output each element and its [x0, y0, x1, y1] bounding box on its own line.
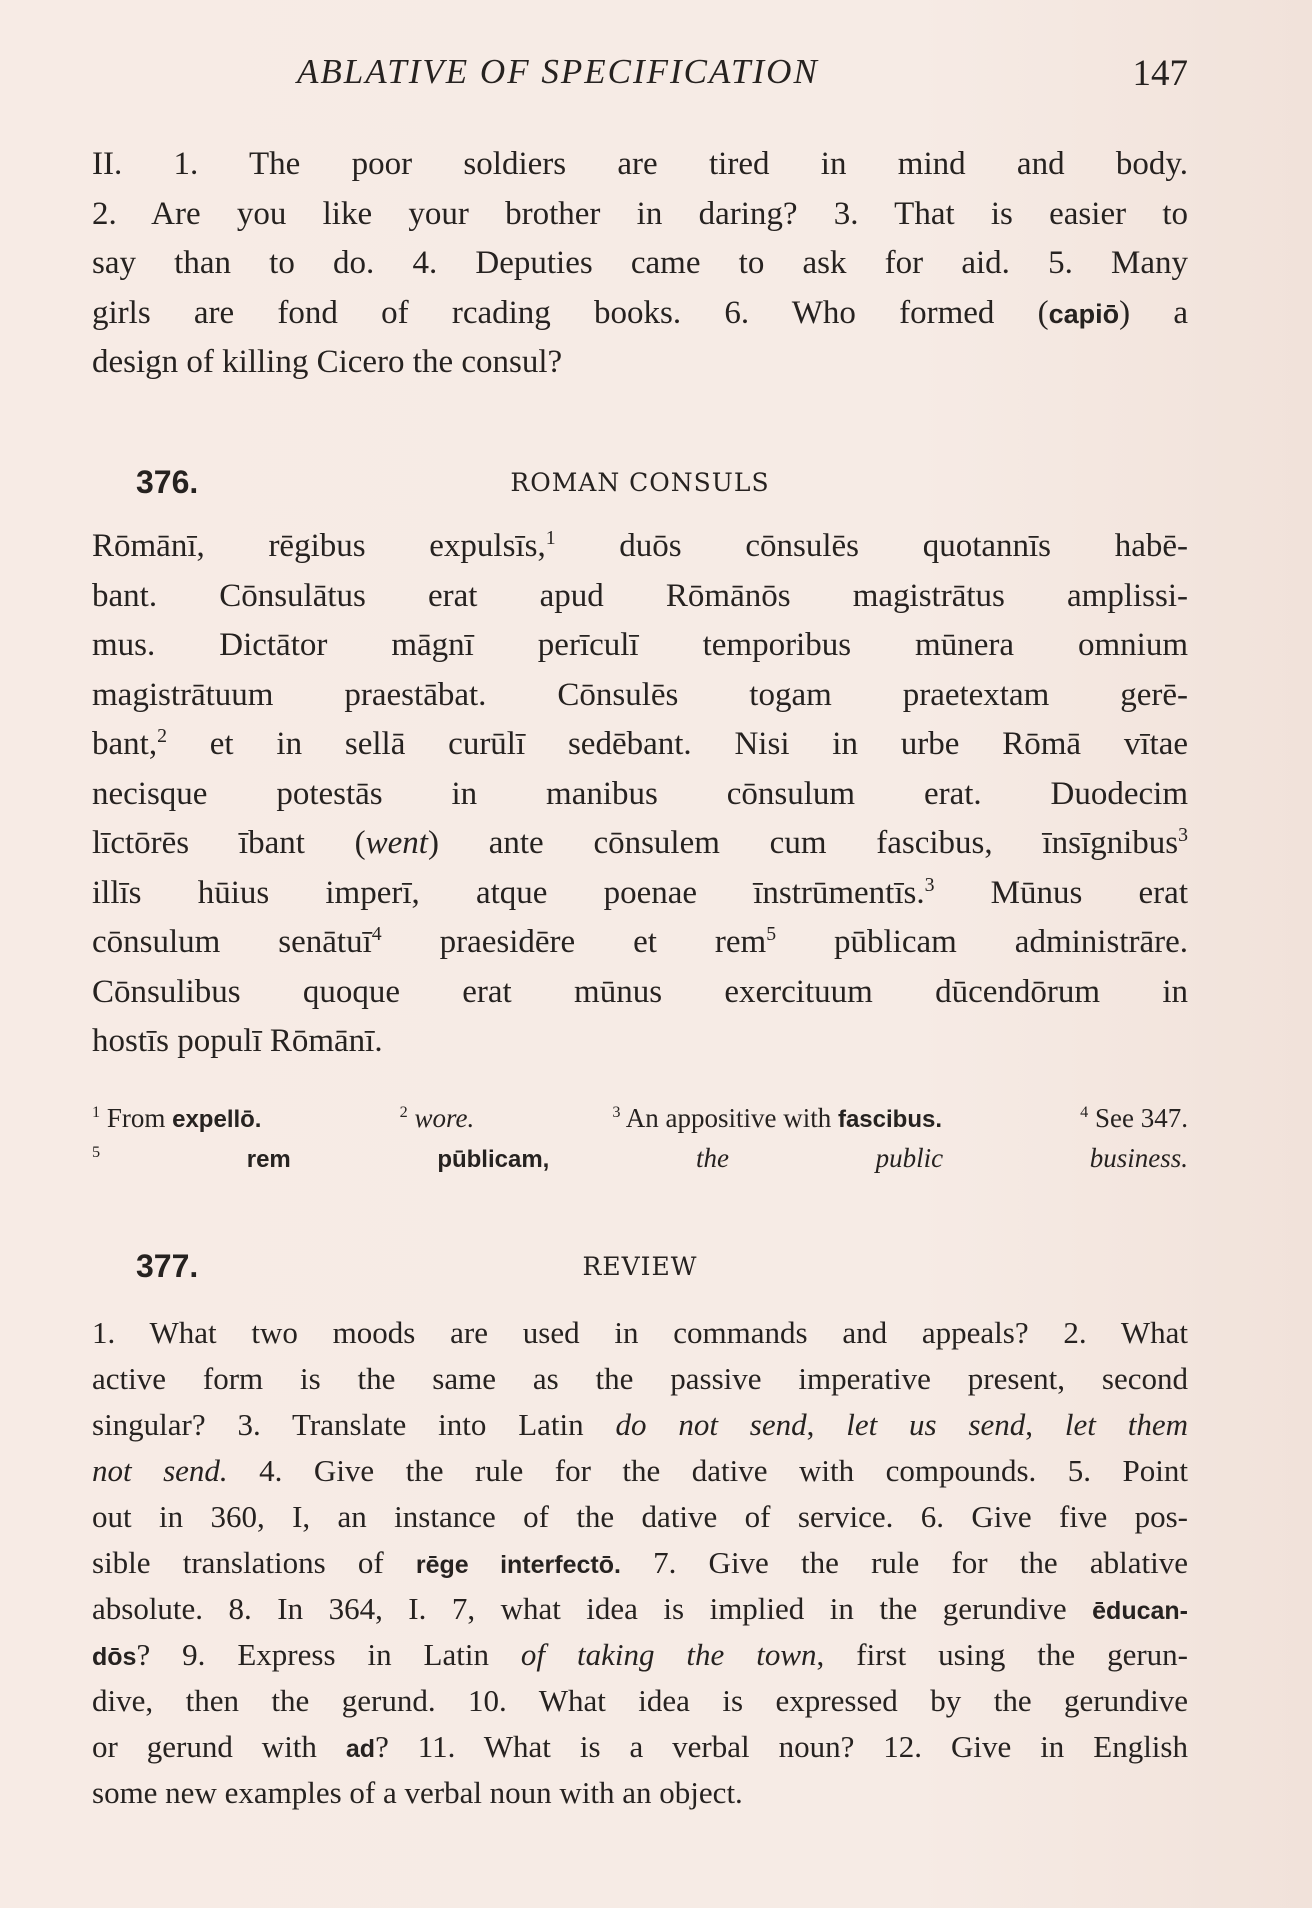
latin-line [92, 819, 1188, 869]
latin-text: bant, [92, 726, 158, 762]
footnote-ref: 3 [1178, 824, 1188, 846]
exercise-line [92, 289, 1188, 339]
latin-line [92, 869, 1188, 919]
footnote-ref: 4 [371, 923, 382, 945]
latin-word: expellō. [172, 1106, 262, 1133]
section-377-questions [92, 1310, 1188, 1816]
footnote-text: From [106, 1103, 166, 1133]
review-text: absolute. 8. In 364, I. 7, what idea is implied in the gerundive [92, 1591, 1093, 1626]
footnote-number: 3 [612, 1103, 621, 1121]
footnotes [92, 1098, 1188, 1178]
footnote-ref: 3 [924, 873, 935, 896]
exercise-text: girls are fond of rcading books. 6. Who formed ( [92, 294, 1049, 331]
review-line [92, 1724, 1188, 1770]
review-text: sible translations of [92, 1545, 416, 1580]
latin-text: līctōrēs ībant ( [92, 825, 366, 861]
review-text: ? 9. Express in Latin [136, 1637, 521, 1672]
footnote-ref: 2 [157, 725, 167, 747]
section-376-heading [92, 456, 1188, 512]
exercise-ii [92, 140, 1188, 388]
exercise-text: ) a [1119, 294, 1189, 331]
latin-text: duōs cōnsulēs quotannīs habē- [555, 528, 1188, 564]
latin-word: fascibus. [837, 1106, 942, 1133]
review-italic: let them [1064, 1407, 1189, 1442]
latin-line: bant. Cōnsulātus erat apud Rōmānōs magistrātus amplissi- [92, 577, 1188, 614]
review-italic: do not send [615, 1407, 807, 1442]
section-377-heading [92, 1240, 1188, 1296]
review-text: 4. Give the rule for the dative with compounds. 5. Point [227, 1453, 1188, 1488]
latin-word: rem pūblicam, [246, 1146, 550, 1173]
latin-line [92, 522, 1188, 572]
latin-line: Cōnsulibus quoque erat mūnus exercituum dūcendōrum in [92, 973, 1188, 1010]
latin-line: magistrātuum praestābat. Cōnsulēs togam praetextam gerē- [92, 676, 1188, 713]
review-line: active form is the same as the passive imperative present, second [92, 1361, 1188, 1396]
exercise-line: design of killing Cicero the consul? [92, 344, 563, 380]
footnote-ref: 5 [766, 923, 777, 945]
latin-word: capiō [1048, 298, 1120, 329]
footnote-2 [400, 1098, 475, 1138]
footnote-number: 4 [1080, 1103, 1089, 1121]
section-number: 376. [136, 464, 199, 500]
review-text: 7. Give the rule for the ablative [620, 1545, 1188, 1580]
review-italic: not send. [92, 1453, 228, 1488]
page-number: 147 [1132, 53, 1188, 94]
latin-line: mus. Dictātor māgnī perīculī temporibus mūnera omnium [92, 627, 1188, 663]
latin-text: Mūnus erat [934, 874, 1188, 911]
review-line: 1. What two moods are used in commands and appeals? 2. What [92, 1315, 1188, 1350]
latin-word: ad [345, 1735, 376, 1763]
footnote-number: 1 [92, 1103, 101, 1121]
review-line: out in 360, I, an instance of the dative of service. 6. Give five pos- [92, 1499, 1188, 1534]
latin-text: pūblicam administrāre. [776, 924, 1188, 960]
review-text: singular? 3. Translate into Latin [92, 1407, 616, 1442]
footnote-line [92, 1098, 1188, 1138]
review-text: , [806, 1407, 847, 1442]
footnote-1 [92, 1098, 261, 1138]
footnote-number: 5 [92, 1143, 101, 1161]
review-text: , [1025, 1407, 1065, 1442]
review-text: , first using the gerun- [816, 1637, 1188, 1672]
exercise-line: II. 1. The poor soldiers are tired in mind and body. [92, 146, 1188, 182]
review-text: ? 11. What is a verbal noun? 12. Give in English [375, 1729, 1188, 1764]
review-line: dive, then the gerund. 10. What idea is expressed by the gerundive [92, 1683, 1188, 1718]
section-title: ROMAN CONSULS [510, 468, 770, 497]
latin-text: illīs hūius imperī, atque poenae īnstrūmentīs. [92, 874, 925, 911]
review-line [92, 1402, 1188, 1448]
latin-word: ēducan- [1092, 1597, 1188, 1625]
latin-word: rēge interfectō. [415, 1551, 621, 1579]
review-line [92, 1586, 1188, 1632]
footnote-3 [612, 1098, 942, 1138]
review-line [92, 1448, 1188, 1494]
footnote-text: the public business. [695, 1143, 1188, 1173]
section-376-text [92, 522, 1188, 1067]
review-line [92, 1632, 1188, 1678]
footnote-5 [92, 1143, 1188, 1173]
running-title: ABLATIVE OF SPECIFICATION [297, 52, 819, 91]
review-text: or gerund with [92, 1729, 346, 1764]
latin-line: necisque potestās in manibus cōnsulum erat. Duodecim [92, 775, 1188, 812]
review-italic: of taking the town [520, 1637, 817, 1672]
latin-line [92, 918, 1188, 968]
latin-text: Rōmānī, rēgibus expulsīs, [92, 528, 546, 564]
footnote-ref: 1 [545, 527, 556, 549]
latin-word: dōs [92, 1643, 137, 1671]
section-title: REVIEW [582, 1252, 698, 1281]
review-line [92, 1540, 1188, 1586]
footnote-text: wore. [414, 1103, 475, 1133]
footnote-line [92, 1138, 1188, 1178]
section-number: 377. [136, 1248, 199, 1284]
footnote-4 [1080, 1098, 1188, 1138]
latin-line [92, 720, 1188, 770]
latin-text: praesidēre et rem [381, 924, 767, 960]
latin-text: ) ante cōnsulem cum fascibus, īnsīgnibus [427, 825, 1179, 861]
exercise-line: say than to do. 4. Deputies came to ask for aid. 5. Many [92, 245, 1188, 281]
footnote-text: An appositive with [625, 1103, 832, 1133]
latin-text: cōnsulum senātuī [92, 924, 372, 960]
footnote-text: See 347. [1094, 1103, 1188, 1133]
latin-line: hostīs populī Rōmānī. [92, 1023, 383, 1059]
running-header [92, 46, 1188, 106]
footnote-number: 2 [399, 1103, 408, 1121]
latin-text: et in sellā curūlī sedēbant. Nisi in urbe Rōmā vītae [166, 726, 1188, 762]
gloss-word: went [365, 825, 428, 861]
review-line: some new examples of a verbal noun with an object. [92, 1775, 743, 1810]
exercise-line: 2. Are you like your brother in daring? 3. That is easier to [92, 195, 1188, 232]
review-italic: let us send [846, 1407, 1026, 1442]
